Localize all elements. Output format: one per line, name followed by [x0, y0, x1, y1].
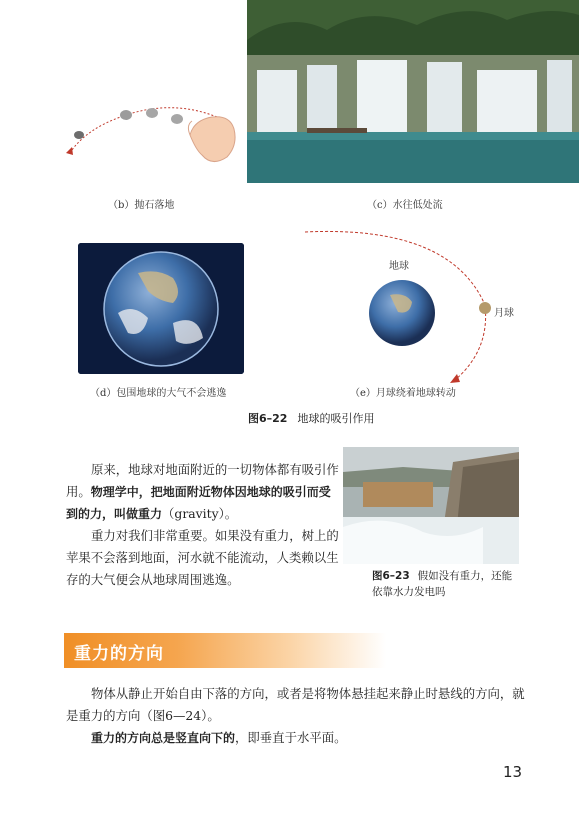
definition-bold-text: 物理学中，把地面附近物体因地球的吸引而受到的力，叫做重力 [66, 485, 331, 521]
figure-b-caption: （b）抛石落地 [108, 200, 175, 211]
body-paragraphs-direction [66, 683, 526, 749]
paragraph-definition [66, 459, 341, 525]
figure-6-22-title [248, 410, 374, 426]
paragraph-importance: 重力对我们非常重要。如果没有重力，树上的苹果不会落到地面，河水就不能流动，人类赖以生存的大气便会从地球周围逃逸。 [66, 528, 339, 587]
figure-d-caption: （d）包围地球的大气不会逃逸 [90, 388, 227, 399]
figure-e-caption: （e）月球绕着地球转动 [350, 388, 456, 399]
figure-6-23-caption [372, 568, 522, 600]
moon-label: 月球 [494, 308, 514, 319]
thrown-stone-illustration [62, 95, 242, 190]
paragraph-conclusion [66, 727, 526, 749]
moon-orbit-diagram [300, 220, 510, 390]
earth-label: 地球 [389, 261, 409, 272]
gravity-term: （gravity）。 [162, 506, 238, 521]
hydropower-dam-photo [343, 447, 519, 564]
figure-caption-text: 假如没有重力，还能依靠水力发电吗 [372, 570, 513, 598]
paragraph-text: 原来，地球对地面附近的一切物体都有吸引作用。 [66, 462, 339, 499]
figure-number: 图6–23 [372, 570, 410, 582]
figure-number: 图6–22 [248, 412, 288, 425]
figure-b-thrown-stone [62, 95, 242, 190]
earth-atmosphere-photo [78, 243, 244, 374]
page-number: 13 [503, 763, 523, 781]
section-title: 重力的方向 [74, 644, 164, 664]
body-paragraphs-gravity [66, 459, 341, 591]
conclusion-bold-text: 重力的方向总是竖直向下的 [91, 731, 236, 745]
figure-title-text: 地球的吸引作用 [297, 412, 375, 425]
waterfall-photo [247, 0, 579, 183]
figure-c-caption: （c）水往低处流 [367, 200, 443, 211]
paragraph-text: ，即垂直于水平面。 [235, 730, 347, 745]
paragraph-direction: 物体从静止开始自由下落的方向，或者是将物体悬挂起来静止时悬线的方向，就是重力的方向（图6—24）。 [66, 686, 525, 723]
